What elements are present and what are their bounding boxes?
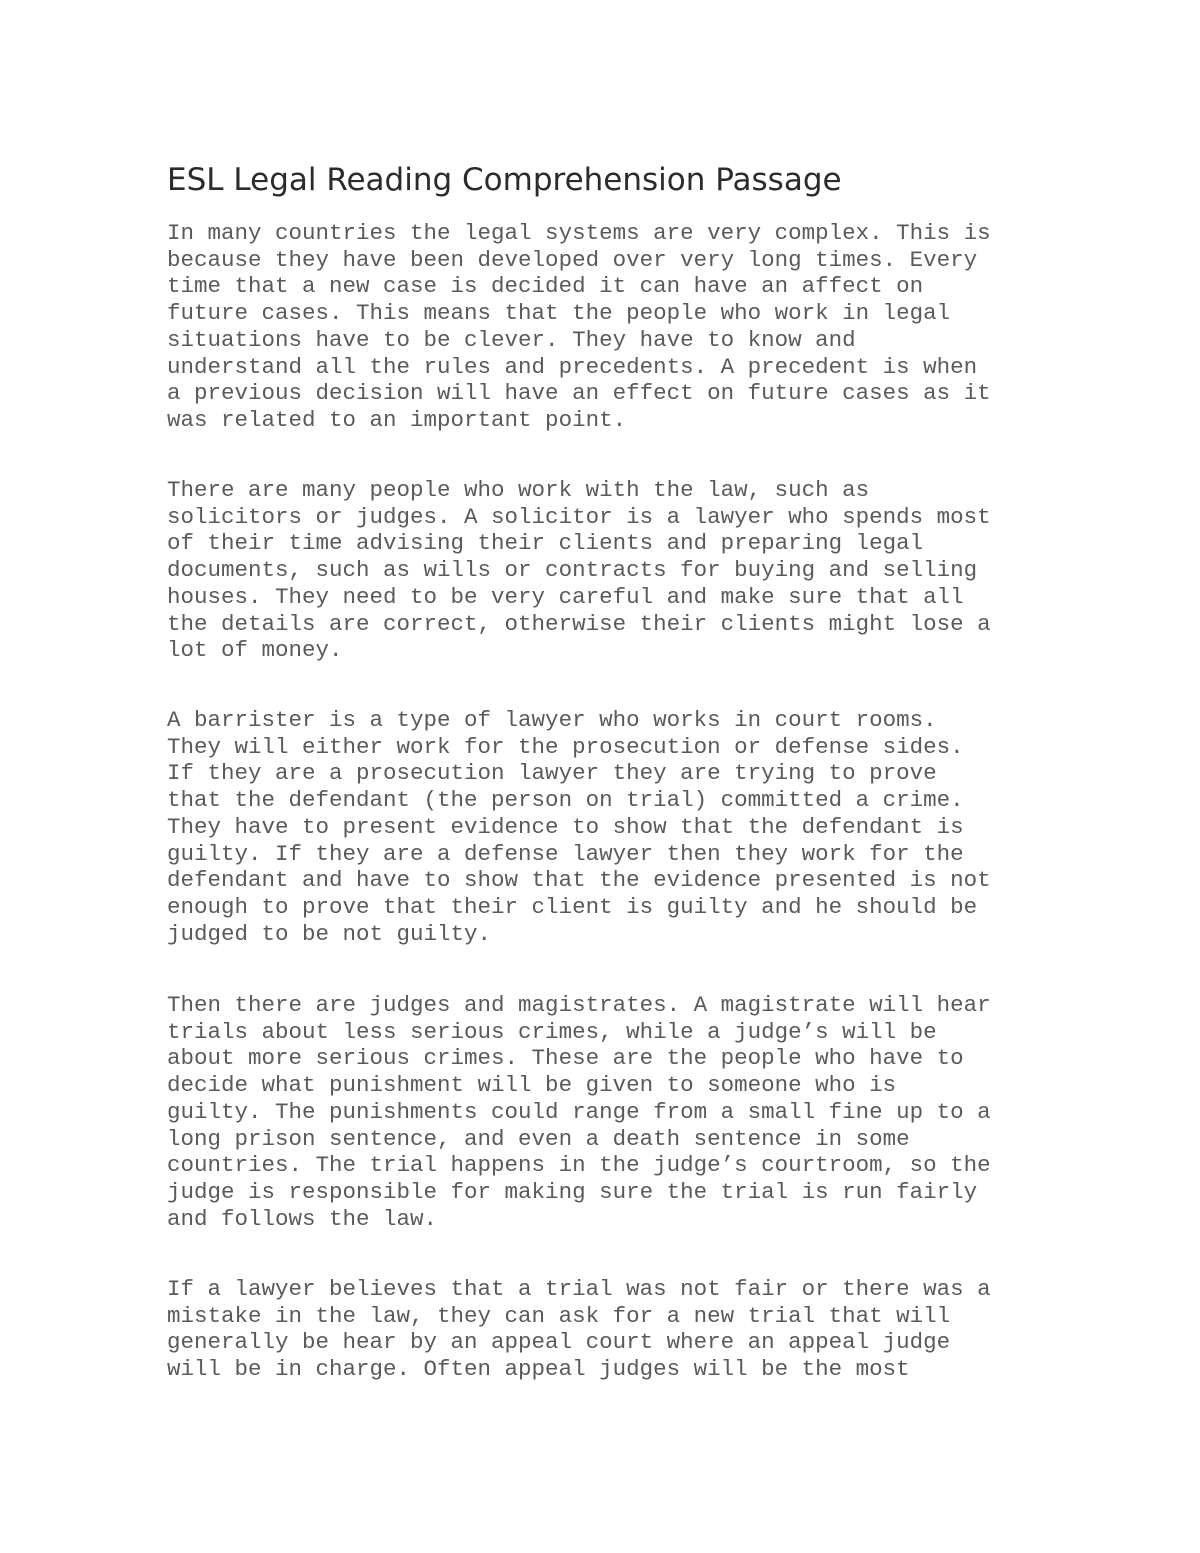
paragraph-legal-systems: In many countries the legal systems are very complex. This is because they have been developed over very long times. Every time that a new case is decided it can have an affect on future cases. This means that the people who work in legal situations have to be clever. They have to know and understand all the rules and precedents. A precedent is when a previous decision will have an effect on future cases as it was related to an important point.: [167, 220, 991, 433]
paragraph-barristers: A barrister is a type of lawyer who works in court rooms. They will either work for the prosecution or defense sides. If they are a prosecution lawyer they are trying to prove that the defendant (the person on trial) committed a crime. They have to present evidence to show that the defendant is guilty. If they are a defense lawyer then they work for the defendant and have to show that the evidence presented is not enough to prove that their client is guilty and he should be judged to be not guilty.: [167, 707, 991, 947]
paragraph-appeals: If a lawyer believes that a trial was not fair or there was a mistake in the law, they can ask for a new trial that will generally be hear by an appeal court where an appeal judge will be in charge. Often appeal judges will be the most: [167, 1276, 991, 1383]
paragraph-judges-magistrates: Then there are judges and magistrates. A magistrate will hear trials about less serious crimes, while a judge’s will be about more serious crimes. These are the people who have to decide what punishment will be given to someone who is guilty. The punishments could range from a small fine up to a long prison sentence, and even a death sentence in some countries. The trial happens in the judge’s courtroom, so the judge is responsible for making sure the trial is run fairly and follows the law.: [167, 992, 991, 1232]
paragraph-solicitors: There are many people who work with the law, such as solicitors or judges. A solicitor is a lawyer who spends most of their time advising their clients and preparing legal documents, such as wills or contracts for buying and selling houses. They need to be very careful and make sure that all the details are correct, otherwise their clients might lose a lot of money.: [167, 477, 991, 664]
page-title: ESL Legal Reading Comprehension Passage: [167, 162, 842, 198]
